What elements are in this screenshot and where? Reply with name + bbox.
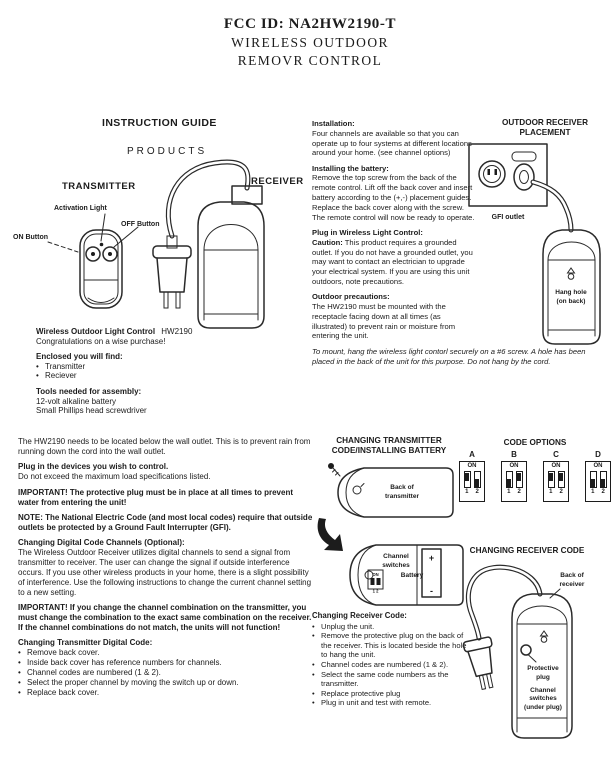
off-button-label: OFF Button <box>121 221 160 228</box>
bullet-icon: • <box>18 648 21 658</box>
back-of-receiver-line1: Back of <box>560 572 584 579</box>
caution-label: Caution: <box>312 237 343 247</box>
dip-switch-number: 2 <box>601 489 605 495</box>
channel-switches-label-line2: switches <box>382 562 410 569</box>
screw-icon <box>328 463 340 476</box>
code-options-section <box>456 438 614 502</box>
mini-dip-numbers: 1 2 <box>372 588 379 594</box>
bullet-icon: • <box>36 371 39 381</box>
battery-minus-label: - <box>430 586 433 596</box>
bullet-icon: • <box>312 698 315 708</box>
back-of-transmitter-line2: transmitter <box>385 493 419 500</box>
code-option-label: A <box>469 450 475 459</box>
arrow-icon <box>318 518 343 551</box>
code-option-A <box>459 450 485 502</box>
dip-switch-number: 2 <box>559 489 563 495</box>
channel-switches-label-line1: Channel <box>383 553 409 560</box>
doc-title-line1: WIRELESS OUTDOOR <box>231 35 389 50</box>
dip-switch-knob <box>475 479 479 487</box>
rx-plug-icon <box>463 637 501 692</box>
dip-switch-knob <box>601 479 605 487</box>
installation-body: Four channels are available so that you can operate up to four systems at different locations around your home. (see channel options) <box>312 128 472 158</box>
paragraph-location: The HW2190 needs to be located below the wall outlet. This is to prevent rain from running down the cord into the wall outlet. <box>18 437 311 456</box>
important-protective-plug: IMPORTANT! The protective plug must be in place at all times to prevent water from entering the unit! <box>18 487 294 507</box>
transmitter-figure <box>48 214 138 308</box>
dip-switch-icon <box>543 461 569 502</box>
transmitter-code-heading: Changing Transmitter Digital Code: <box>18 638 153 648</box>
transmitter-code-section <box>18 638 314 697</box>
protective-plug-label-line2: plug <box>536 674 550 681</box>
instruction-guide-figure <box>10 130 310 335</box>
hang-hole-label-line1: Hang hole <box>555 289 587 296</box>
plugin-heading: Plug in Wireless Light Control: <box>312 227 423 237</box>
rx-channel-label-line1: Channel <box>530 687 556 694</box>
outdoor-placement-title <box>478 118 612 138</box>
dip-on-label: ON <box>467 463 477 469</box>
placement-receiver-figure <box>543 230 600 344</box>
gfi-outlet-icon <box>469 144 547 206</box>
list-item: • Select the proper channel by moving the switch up or down. <box>18 678 239 688</box>
list-item: • Inside back cover has reference numbers for channels. <box>18 658 222 668</box>
receiver-code-steps-heading: Changing Receiver Code: <box>312 611 407 620</box>
products-label: PRODUCTS <box>127 146 208 157</box>
dip-switch-slot <box>558 471 565 488</box>
dip-switch-slot <box>516 471 523 488</box>
dip-switch-number: 2 <box>475 489 479 495</box>
dip-switch-slot <box>600 471 607 488</box>
code-options-title: CODE OPTIONS <box>503 438 567 447</box>
code-option-label: C <box>553 450 559 459</box>
rx-channel-label-line3: (under plug) <box>524 704 562 711</box>
bullet-icon: • <box>312 621 315 631</box>
battery-body: Remove the top screw from the back of the remote control. Lift off the back cover and insert battery according to the (+,-) placement guides. Replace the back cover along with the screw. The remote control will now be ready to operate. <box>312 173 475 222</box>
changing-digital-code-section <box>18 538 314 597</box>
activation-light-label: Activation Light <box>54 205 107 212</box>
important-channel-combination: IMPORTANT! If you change the channel combination on the transmitter, you must change the combination to the exact same combination on the receiver. If the channel combinations do not match, the units will not function! <box>18 603 312 632</box>
dip-switch-knob <box>507 479 511 487</box>
outdoor-placement-figure <box>465 140 614 350</box>
battery-plus-label: + <box>428 553 435 563</box>
transmitter-label: TRANSMITTER <box>62 181 136 192</box>
transmitter-code-steps <box>18 648 314 698</box>
rx-diagram-title: CHANGING RECEIVER CODE <box>469 546 585 555</box>
dip-on-label: ON <box>551 463 561 469</box>
bullet-icon: • <box>18 678 21 688</box>
dip-switch-slot <box>474 471 481 488</box>
changing-digital-code-heading: Changing Digital Code Channels (Optional): <box>18 538 185 548</box>
protective-plug-label-line1: Protective <box>527 665 559 672</box>
tx-diagram-title-line1: CHANGING TRANSMITTER <box>336 436 442 445</box>
dip-switch-knob <box>591 479 595 487</box>
dip-switch-knob <box>465 473 469 481</box>
tools-list <box>36 397 296 416</box>
bullet-icon: • <box>312 669 315 679</box>
gfi-outlet-label: GFI outlet <box>491 214 525 221</box>
code-options-row <box>456 450 614 502</box>
list-item: • Plug in unit and test with remote. <box>312 698 432 708</box>
enclosed-list <box>36 362 296 381</box>
list-item: 12-volt alkaline battery <box>36 396 117 406</box>
back-of-transmitter-line1: Back of <box>390 484 414 491</box>
list-item: • Channel codes are numbered (1 & 2). <box>18 668 161 678</box>
bullet-icon: • <box>312 659 315 669</box>
bullet-icon: • <box>36 361 39 371</box>
dip-switch-slot <box>506 471 513 488</box>
protective-plug-icon <box>521 645 531 655</box>
congrats-text: Congratulations on a wise purchase! <box>36 336 166 346</box>
rx-receiver-figure <box>512 594 572 738</box>
list-item: • Remove the protective plug on the back of the receiver. This is located beside the hole to hang the unit. <box>312 631 467 660</box>
dip-on-label: ON <box>593 463 603 469</box>
list-item: • Reciever <box>36 371 77 381</box>
list-item: • Channel codes are numbered (1 & 2). <box>312 659 449 669</box>
receiver-label: RECEIVER <box>251 176 304 187</box>
on-button-label: ON Button <box>13 234 48 241</box>
tx-diagram-title-line2: CODE/INSTALLING BATTERY <box>331 446 447 455</box>
plug-in-devices-rest: Do not exceed the maximum load specifications listed. <box>18 472 211 482</box>
back-of-receiver-line2: receiver <box>559 581 585 588</box>
bullet-icon: • <box>18 687 21 697</box>
enclosed-heading: Enclosed you will find: <box>36 352 123 362</box>
tools-heading: Tools needed for assembly: <box>36 386 142 396</box>
battery-label: Battery <box>400 572 424 579</box>
plug-icon <box>153 236 191 308</box>
list-item: Small Phillips head screwdriver <box>36 406 147 416</box>
caution-body: This product requires a grounded outlet. If you do not have a grounded outlet, you may want to contact an electrician to upgrade your electrical system. If you are using this unit outdoors, note precautions. <box>312 237 473 286</box>
dip-switch-number: 1 <box>507 489 511 495</box>
dip-switch-number: 1 <box>549 489 553 495</box>
plug-in-devices-bold: Plug in the devices you wish to control. <box>18 462 169 472</box>
list-item: • Unplug the unit. <box>312 621 375 631</box>
rx-hang-hole-icon <box>541 631 548 642</box>
dip-switch-knob <box>559 473 563 481</box>
mini-dip-on-label: ON <box>372 572 379 577</box>
product-model: HW2190 <box>161 327 193 336</box>
dip-switch-icon <box>501 461 527 502</box>
bullet-icon: • <box>18 658 21 668</box>
bullet-icon: • <box>18 668 21 678</box>
dip-switch-icon <box>585 461 611 502</box>
transmitter-back-figure <box>338 468 453 517</box>
paragraph-plug-in-devices <box>18 462 314 482</box>
code-option-label: B <box>511 450 517 459</box>
dip-switch-icon <box>459 461 485 502</box>
dip-switch-number: 1 <box>591 489 595 495</box>
dip-switch-knob <box>549 473 553 481</box>
left-text-column <box>18 437 314 703</box>
list-item: • Transmitter <box>36 361 86 371</box>
rx-channel-label-line2: switches <box>529 695 557 702</box>
precautions-heading: Outdoor precautions: <box>312 292 390 302</box>
code-option-B <box>501 450 527 502</box>
dip-switch-number: 1 <box>465 489 469 495</box>
instruction-guide-title: INSTRUCTION GUIDE <box>102 117 217 129</box>
product-title: Wireless Outdoor Light Control <box>36 327 156 336</box>
document-header <box>150 16 470 69</box>
code-option-C <box>543 450 569 502</box>
note-gfi: NOTE: The National Electric Code (and most local codes) require that outside outlets be protected by a Ground Fault Interrupter (GFI). <box>18 512 313 532</box>
installation-heading: Installation: <box>312 119 355 128</box>
outdoor-placement-title-line1: OUTDOOR RECEIVER <box>502 118 588 127</box>
rx-code-figure <box>440 560 614 772</box>
receiver-figure <box>198 186 264 328</box>
dip-switch-knob <box>517 473 521 481</box>
changing-digital-code-body: The Wireless Outdoor Receiver utilizes digital channels to send a signal from transmitter to receiver. The user can change the signal if outside interference occurs. If you use other wireless products in your home, there is a slight possibility of interference. Use the following instructions to change the current channel setting to a new setting. <box>18 548 312 597</box>
list-item: • Select the same code numbers as the transmitter. <box>312 669 449 689</box>
battery-heading: Installing the battery: <box>312 163 389 173</box>
hang-hole-label-line2: (on back) <box>556 298 586 305</box>
intro-block <box>36 327 296 422</box>
mini-dip-switch-icon <box>368 570 383 594</box>
dip-switch-number: 2 <box>517 489 521 495</box>
plugin-body <box>312 238 476 287</box>
list-item: • Replace back cover. <box>18 687 100 697</box>
dip-switch-slot <box>548 471 555 488</box>
dip-switch-slot <box>590 471 597 488</box>
hang-hole-icon <box>568 268 575 279</box>
list-item: • Replace protective plug <box>312 688 401 698</box>
outdoor-placement-title-line2: PLACEMENT <box>519 128 571 137</box>
code-option-D <box>585 450 611 502</box>
bullet-icon: • <box>312 688 315 698</box>
list-item: • Remove back cover. <box>18 648 100 658</box>
dip-on-label: ON <box>509 463 519 469</box>
bullet-icon: • <box>312 631 315 641</box>
mount-note: To mount, hang the wireless light contorl securely on a #6 screw. A hole has been placed in the back of the unit for this purpose. Do not hang by the cord. <box>312 346 586 366</box>
doc-title-line2: REMOVR CONTROL <box>237 53 383 68</box>
tx-diagram-title <box>311 436 467 456</box>
precautions-body: The HW2190 must be mounted with the receptacle facing down at all times (as illustrated) to prevent rain or moisture from entering the unit. <box>312 302 456 341</box>
dip-switch-slot <box>464 471 471 488</box>
code-option-label: D <box>595 450 601 459</box>
activation-light-icon <box>100 243 104 247</box>
fcc-id-text: FCC ID: NA2HW2190-T <box>223 16 397 32</box>
